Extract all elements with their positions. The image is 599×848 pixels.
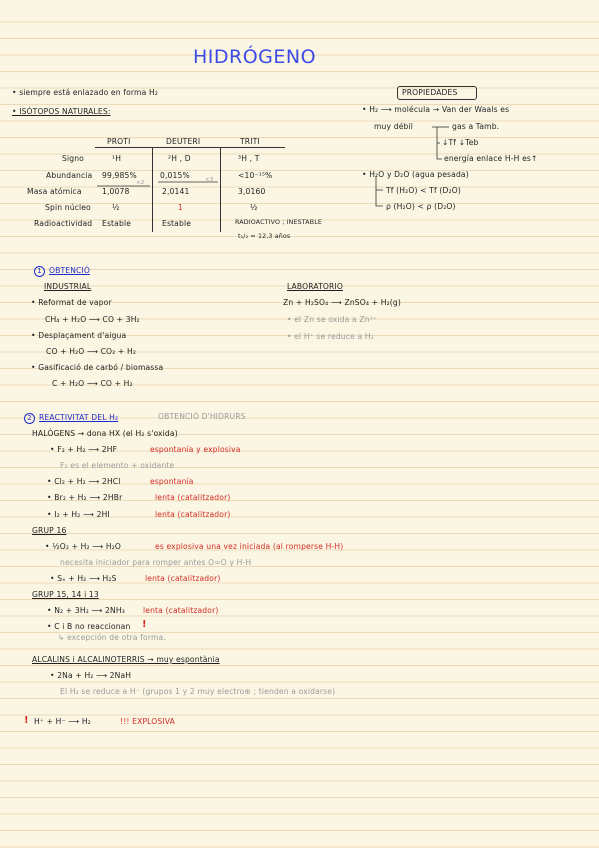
cell-abundancia-triti: <10⁻¹⁵% [238,171,273,180]
grup15-eq-1: • N₂ + 3H₂ ⟶ 2NH₃ [47,606,125,615]
row-label-spin: Spin núcleo [45,203,91,212]
prop-branch-1: gas a Tamb. [452,122,500,131]
industrial-item-1: • Reformat de vapor [31,298,112,307]
grup16-note-2: lenta (catalitzador) [145,574,221,583]
halogen-sub-1: F₂ es el elemento + oxidante [60,461,175,470]
section-number-1: 1 [34,266,45,277]
section-number-2: 2 [24,413,35,424]
reactivitat-title: REACTIVITAT DEL H₂ [39,413,119,422]
row-label-radioactividad: Radioactividad [34,219,93,228]
grup15-sub-2: ↳ excepción de otra forma. [58,633,166,642]
isotope-header-triti: TRITI [240,137,260,146]
halogen-eq-1: • F₂ + H₂ ⟶ 2HF [50,445,118,454]
arrow-label-x2: ×2 [136,180,145,186]
halogen-note-3: lenta (catalitzador) [155,493,231,502]
prop-branch-4: Tf (H₂O) < Tf (D₂O) [386,186,461,195]
industrial-eq-1: CH₄ + H₂O ⟶ CO + 3H₂ [45,315,140,324]
warning-icon-2: ! [24,715,29,726]
row-label-signo: Signo [62,154,84,163]
industrial-eq-3: C + H₂O ⟶ CO + H₂ [52,379,133,388]
halogens-heading: HALÒGENS → dona HX (el H₂ s'oxida) [32,429,178,438]
isotope-header-deuteri: DEUTERI [166,137,201,146]
grup15-note-1: lenta (catalitzador) [143,606,219,615]
industrial-heading: INDUSTRIAL [44,282,92,291]
industrial-eq-2: CO + H₂O ⟶ CO₂ + H₂ [46,347,137,356]
reactivitat-subtitle: OBTENCIÓ D'HIDRURS [158,412,246,421]
prop-line-1: • H₂ ⟶ molécula → Van der Waals es [362,105,510,114]
warning-icon-1: ! [142,619,147,630]
final-equation: H⁺ + H⁻ ⟶ H₂ [34,717,91,726]
cell-masa-proti: 1,0078 [102,187,130,196]
row-label-abundancia: Abundancia [46,171,93,180]
intro-bullet-2: • ISÓTOPOS NATURALES: [12,107,111,116]
grup16-heading: GRUP 16 [32,526,67,535]
grup15-heading: GRUP 15, 14 i 13 [32,590,99,599]
alkali-sub-1: El H₂ se reduce a H⁻ (grupos 1 y 2 muy electro⊕ ; tienden a oxidarse) [60,687,336,696]
page-title: HIDRÓGENO [193,46,317,68]
alkali-eq-1: • 2Na + H₂ ⟶ 2NaH [50,671,132,680]
laboratory-note-2: • el H⁺ se reduce a H₂ [287,332,374,341]
arrow-label-x3: ×3 [205,177,214,183]
reactivitat-heading [24,413,118,424]
cell-abundancia-deuteri: 0,015% [160,171,190,180]
grup15-eq-2: • C i B no reaccionan [47,622,131,631]
halogen-note-1: espontanía y explosiva [150,445,241,454]
prop-branch-2: ↓Tf ↓Teb [442,138,479,147]
cell-signo-triti: ³H , T [238,154,260,163]
halogen-note-4: lenta (catalitzador) [155,510,231,519]
alkali-heading: ALCALINS i ALCALINOTERRIS → muy espontània [32,655,220,664]
cell-radio-deuteri: Estable [162,219,192,228]
grup16-eq-1: • ½O₂ + H₂ ⟶ H₂O [45,542,122,551]
cell-spin-triti: ½ [250,203,258,212]
prop-branch-3: energía enlace H-H es↑ [444,154,538,163]
obtencio-heading [34,266,90,277]
grup16-sub-1: necesita iniciador para romper antes O=O y H-H [60,558,252,567]
industrial-item-3: • Gasificació de carbó / biomassa [31,363,164,372]
industrial-item-2: • Desplaçament d'aigua [31,331,127,340]
cell-radio-triti: RADIOACTIVO ; INESTABLE [235,219,323,226]
prop-branch-5: ρ (H₂O) < ρ (D₂O) [386,202,456,211]
prop-line-3: • H₂O y D₂O (agua pesada) [362,170,469,179]
properties-heading: PROPIEDADES [402,88,458,97]
cell-masa-triti: 3,0160 [238,187,266,196]
cell-spin-deuteri: 1 [178,203,183,212]
cell-signo-deuteri: ²H , D [168,154,191,163]
cell-radio-proti: Estable [102,219,132,228]
cell-spin-proti: ½ [112,203,120,212]
laboratory-note-1: • el Zn se oxida a Zn²⁺ [287,315,378,324]
halogen-note-2: espontanía [150,477,194,486]
isotope-header-proti: PROTI [107,137,131,146]
cell-masa-deuteri: 2,0141 [162,187,190,196]
prop-line-2: muy débil [374,122,413,131]
obtencio-title: OBTENCIÓ [49,266,91,275]
triti-halflife: t₁/₂ = 12,3 años [238,233,291,240]
halogen-eq-2: • Cl₂ + H₂ ⟶ 2HCl [47,477,121,486]
intro-bullet-1: • siempre está enlazado en forma H₂ [12,88,159,97]
laboratory-heading: LABORATORIO [287,282,343,291]
laboratory-eq: Zn + H₂SO₄ ⟶ ZnSO₄ + H₂(g) [283,298,401,307]
halogen-eq-3: • Br₂ + H₂ ⟶ 2HBr [47,493,123,502]
final-note: !!! EXPLOSIVA [120,717,175,726]
grup16-eq-2: • Sₓ + H₂ ⟶ H₂S [50,574,117,583]
halogen-eq-4: • I₂ + H₂ ⟶ 2HI [47,510,110,519]
cell-abundancia-proti: 99,985% [102,171,137,180]
cell-signo-proti: ¹H [112,154,122,163]
row-label-masa: Masa atómica [27,187,82,196]
grup16-note-1: es explosiva una vez iniciada (al romperse H-H) [155,542,344,551]
